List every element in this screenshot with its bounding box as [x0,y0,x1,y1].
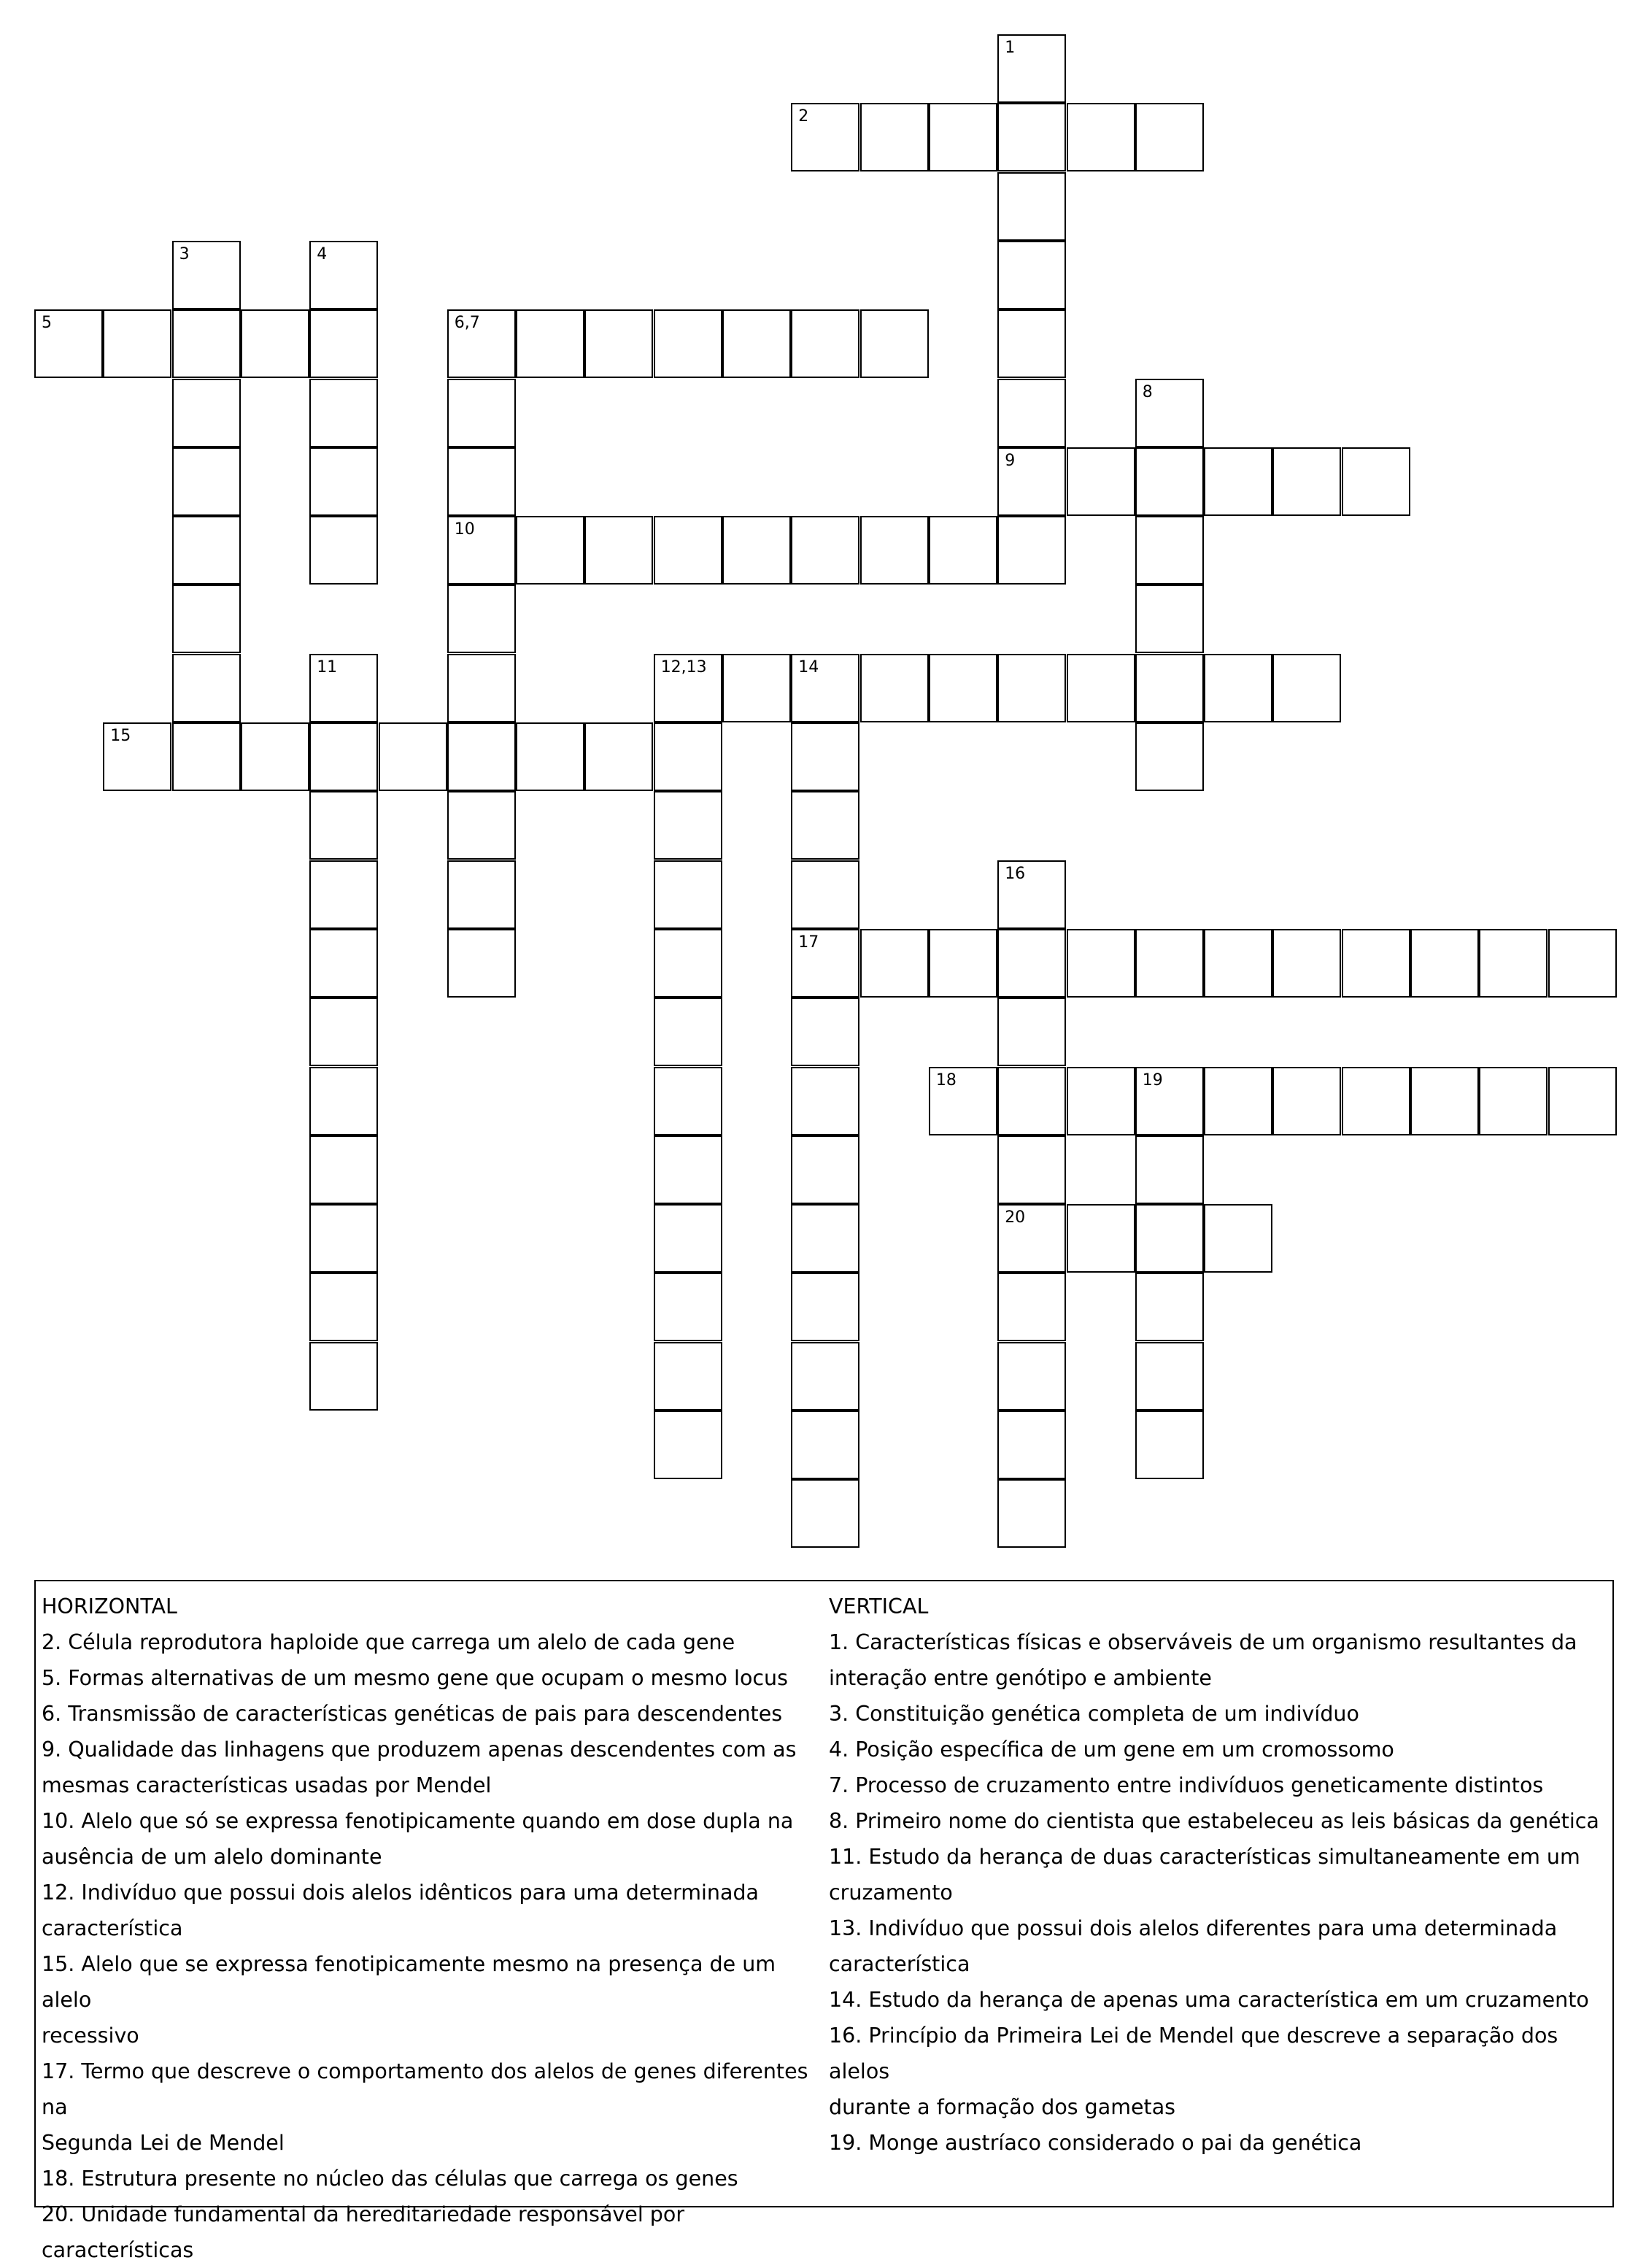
horizontal-clue-line: 12. Indivíduo que possui dois alelos idênticos para uma determinada [42,1881,760,1905]
grid-cell[interactable] [997,309,1066,378]
horizontal-heading: HORIZONTAL [42,1594,177,1619]
grid-cell[interactable] [1204,929,1272,998]
grid-cell[interactable] [447,722,516,791]
grid-cell[interactable] [654,791,722,860]
grid-cell[interactable] [860,103,929,171]
grid-cell[interactable] [929,654,997,722]
clue-number: 12,13 [660,657,707,676]
grid-cell[interactable] [309,722,378,791]
clue-number: 14 [798,657,819,676]
grid-cell[interactable] [447,447,516,516]
grid-cell[interactable] [34,309,103,378]
grid-cell[interactable] [997,103,1066,171]
vertical-clues [829,1589,1602,2161]
grid-cell[interactable] [997,1135,1066,1204]
horizontal-clue-line: 10. Alelo que só se expressa fenotipicamente quando em dose dupla na [42,1809,794,1833]
grid-cell[interactable] [172,722,241,791]
horizontal-clue-line: Segunda Lei de Mendel [42,2131,285,2155]
grid-cell[interactable] [309,654,378,722]
grid-cell[interactable] [309,309,378,378]
grid-cell[interactable] [172,516,241,585]
horizontal-clue-line: 15. Alelo que se expressa fenotipicamente mesmo na presença de um alelo [42,1952,776,2012]
grid-cell[interactable] [309,791,378,860]
vertical-clue-line: 19. Monge austríaco considerado o pai da genética [829,2131,1362,2155]
vertical-clue-line: 14. Estudo da herança de apenas uma característica em um cruzamento [829,1988,1589,2012]
clue-number: 3 [179,244,190,263]
clue-number: 10 [454,520,475,539]
grid-cell[interactable] [309,447,378,516]
clue-number: 19 [1142,1071,1163,1089]
grid-cell[interactable] [1135,379,1204,447]
grid-cell[interactable] [1067,1204,1135,1273]
grid-cell[interactable] [447,929,516,998]
vertical-clue-line: 3. Constituição genética completa de um indivíduo [829,1702,1359,1726]
grid-cell[interactable] [791,654,859,722]
grid-cell[interactable] [654,1204,722,1273]
grid-cell[interactable] [309,998,378,1066]
horizontal-clue-line: 18. Estrutura presente no núcleo das células que carrega os genes [42,2167,738,2191]
grid-cell[interactable] [1272,1067,1341,1135]
grid-cell[interactable] [997,172,1066,241]
grid-cell[interactable] [1342,929,1410,998]
vertical-clue-line: característica [829,1952,970,1976]
clue-number: 6,7 [454,314,480,333]
vertical-clue-line: 8. Primeiro nome do cientista que estabeleceu as leis básicas da genética [829,1809,1599,1833]
grid-cell[interactable] [1135,516,1204,585]
grid-cell[interactable] [1548,1067,1617,1135]
grid-cell[interactable] [654,1067,722,1135]
grid-cell[interactable] [860,309,929,378]
clue-number: 9 [1005,451,1016,470]
horizontal-clues [42,1589,822,2268]
grid-cell[interactable] [1342,447,1410,516]
grid-cell[interactable] [309,860,378,929]
horizontal-clue-line: recessivo [42,2024,139,2048]
grid-cell[interactable] [1135,1067,1204,1135]
grid-cell[interactable] [1204,447,1272,516]
grid-cell[interactable] [172,654,241,722]
grid-cell[interactable] [584,722,653,791]
grid-cell[interactable] [997,241,1066,309]
grid-cell[interactable] [791,722,859,791]
grid-cell[interactable] [654,516,722,585]
horizontal-clue-line: ausência de um alelo dominante [42,1845,382,1869]
grid-cell[interactable] [1135,1411,1204,1479]
grid-cell[interactable] [654,1342,722,1411]
grid-cell[interactable] [791,1067,859,1135]
grid-cell[interactable] [997,929,1066,998]
grid-cell[interactable] [654,722,722,791]
grid-cell[interactable] [1479,1067,1548,1135]
grid-cell[interactable] [1067,1067,1135,1135]
vertical-clue-line: interação entre genótipo e ambiente [829,1666,1212,1690]
clue-number: 20 [1005,1208,1026,1227]
clue-number: 16 [1005,864,1026,883]
grid-cell[interactable] [172,309,241,378]
grid-cell[interactable] [929,1067,997,1135]
grid-cell[interactable] [1135,1342,1204,1411]
grid-cell[interactable] [860,929,929,998]
grid-cell[interactable] [997,1479,1066,1548]
grid-cell[interactable] [929,516,997,585]
grid-cell[interactable] [447,516,516,585]
grid-cell[interactable] [791,1342,859,1411]
grid-cell[interactable] [309,929,378,998]
grid-cell[interactable] [1135,103,1204,171]
vertical-clue-line: cruzamento [829,1881,953,1905]
horizontal-clue-line: 6. Transmissão de características genéticas de pais para descendentes [42,1702,783,1726]
grid-cell[interactable] [1135,585,1204,653]
clue-number: 4 [317,244,328,263]
clue-number: 2 [798,107,809,126]
grid-cell[interactable] [172,241,241,309]
grid-cell[interactable] [309,379,378,447]
grid-cell[interactable] [1067,103,1135,171]
grid-cell[interactable] [654,929,722,998]
grid-cell[interactable] [1342,1067,1410,1135]
horizontal-clue-line: 20. Unidade fundamental da hereditariedade responsável por características [42,2202,685,2262]
horizontal-clue-line: 9. Qualidade das linhagens que produzem apenas descendentes com as [42,1737,797,1762]
grid-cell[interactable] [654,309,722,378]
grid-cell[interactable] [447,585,516,653]
grid-cell[interactable] [1204,1067,1272,1135]
grid-cell[interactable] [997,654,1066,722]
grid-cell[interactable] [722,654,791,722]
grid-cell[interactable] [791,1273,859,1341]
grid-cell[interactable] [309,241,378,309]
grid-cell[interactable] [1272,447,1341,516]
clues-box [34,1580,1614,2262]
grid-cell[interactable] [791,1479,859,1548]
grid-cell[interactable] [791,860,859,929]
grid-cell[interactable] [997,1342,1066,1411]
grid-cell[interactable] [1135,1135,1204,1204]
grid-cell[interactable] [1272,929,1341,998]
vertical-clue-line: durante a formação dos gametas [829,2095,1176,2119]
vertical-clue-line: 13. Indivíduo que possui dois alelos diferentes para uma determinada [829,1916,1558,1940]
clue-number: 1 [1005,39,1016,57]
grid-cell[interactable] [791,103,859,171]
grid-cell[interactable] [791,309,859,378]
grid-cell[interactable] [791,1411,859,1479]
grid-cell[interactable] [997,447,1066,516]
grid-cell[interactable] [791,1204,859,1273]
grid-cell[interactable] [309,1067,378,1135]
grid-cell[interactable] [929,103,997,171]
vertical-heading: VERTICAL [829,1594,929,1619]
grid-cell[interactable] [309,1135,378,1204]
grid-cell[interactable] [103,309,171,378]
grid-cell[interactable] [309,1273,378,1341]
grid-cell[interactable] [1204,1204,1272,1273]
grid-cell[interactable] [997,1204,1066,1273]
clue-number: 17 [798,933,819,952]
grid-cell[interactable] [516,722,584,791]
grid-cell[interactable] [1410,929,1479,998]
horizontal-clue-line: 5. Formas alternativas de um mesmo gene que ocupam o mesmo locus [42,1666,788,1690]
grid-cell[interactable] [654,654,722,722]
grid-cell[interactable] [997,998,1066,1066]
horizontal-clue-line: 17. Termo que descreve o comportamento dos alelos de genes diferentes na [42,2059,808,2119]
grid-cell[interactable] [860,516,929,585]
clue-number: 11 [317,657,338,676]
grid-cell[interactable] [516,516,584,585]
vertical-clue-line: 16. Princípio da Primeira Lei de Mendel que descreve a separação dos alelos [829,2024,1558,2083]
grid-cell[interactable] [654,1411,722,1479]
horizontal-clue-line: 2. Célula reprodutora haploide que carrega um alelo de cada gene [42,1630,735,1654]
grid-cell[interactable] [447,791,516,860]
grid-cell[interactable] [447,379,516,447]
grid-cell[interactable] [997,1067,1066,1135]
grid-cell[interactable] [654,998,722,1066]
grid-cell[interactable] [1479,929,1548,998]
grid-cell[interactable] [1067,654,1135,722]
grid-cell[interactable] [654,860,722,929]
grid-cell[interactable] [516,309,584,378]
grid-cell[interactable] [791,516,859,585]
grid-cell[interactable] [722,516,791,585]
grid-cell[interactable] [722,309,791,378]
grid-cell[interactable] [309,1342,378,1411]
grid-cell[interactable] [997,34,1066,103]
vertical-clue-line: 11. Estudo da herança de duas características simultaneamente em um [829,1845,1580,1869]
grid-cell[interactable] [997,1411,1066,1479]
clue-number: 8 [1142,382,1153,401]
grid-cell[interactable] [1410,1067,1479,1135]
grid-cell[interactable] [791,791,859,860]
grid-cell[interactable] [997,516,1066,585]
clue-number: 5 [42,314,52,333]
grid-cell[interactable] [309,1204,378,1273]
grid-cell[interactable] [1135,654,1204,722]
vertical-clue-line: 4. Posição específica de um gene em um cromossomo [829,1737,1394,1762]
clue-number: 18 [935,1071,957,1089]
grid-cell[interactable] [1548,929,1617,998]
grid-cell[interactable] [241,722,309,791]
grid-cell[interactable] [172,447,241,516]
grid-cell[interactable] [654,1273,722,1341]
grid-cell[interactable] [379,722,447,791]
grid-cell[interactable] [584,516,653,585]
grid-cell[interactable] [172,585,241,653]
clue-number: 15 [110,727,131,745]
grid-cell[interactable] [1135,929,1204,998]
grid-cell[interactable] [1135,722,1204,791]
grid-cell[interactable] [791,998,859,1066]
grid-cell[interactable] [103,722,171,791]
grid-cell[interactable] [929,929,997,998]
vertical-clue-line: 7. Processo de cruzamento entre indivíduos geneticamente distintos [829,1773,1544,1797]
grid-cell[interactable] [860,654,929,722]
grid-cell[interactable] [997,379,1066,447]
grid-cell[interactable] [1135,1204,1204,1273]
grid-cell[interactable] [791,929,859,998]
horizontal-clue-line: característica [42,1916,183,1940]
grid-cell[interactable] [447,654,516,722]
grid-cell[interactable] [1135,1273,1204,1341]
grid-cell[interactable] [1067,929,1135,998]
grid-cell[interactable] [1135,447,1204,516]
grid-cell[interactable] [791,1135,859,1204]
grid-cell[interactable] [447,309,516,378]
horizontal-clue-line: mesmas características usadas por Mendel [42,1773,492,1797]
grid-cell[interactable] [309,516,378,585]
grid-cell[interactable] [172,379,241,447]
grid-cell[interactable] [654,1135,722,1204]
grid-cell[interactable] [1204,654,1272,722]
grid-cell[interactable] [447,860,516,929]
grid-cell[interactable] [997,860,1066,929]
grid-cell[interactable] [584,309,653,378]
grid-cell[interactable] [997,1273,1066,1341]
grid-cell[interactable] [1067,447,1135,516]
grid-cell[interactable] [1272,654,1341,722]
vertical-clue-line: 1. Características físicas e observáveis de um organismo resultantes da [829,1630,1577,1654]
grid-cell[interactable] [241,309,309,378]
